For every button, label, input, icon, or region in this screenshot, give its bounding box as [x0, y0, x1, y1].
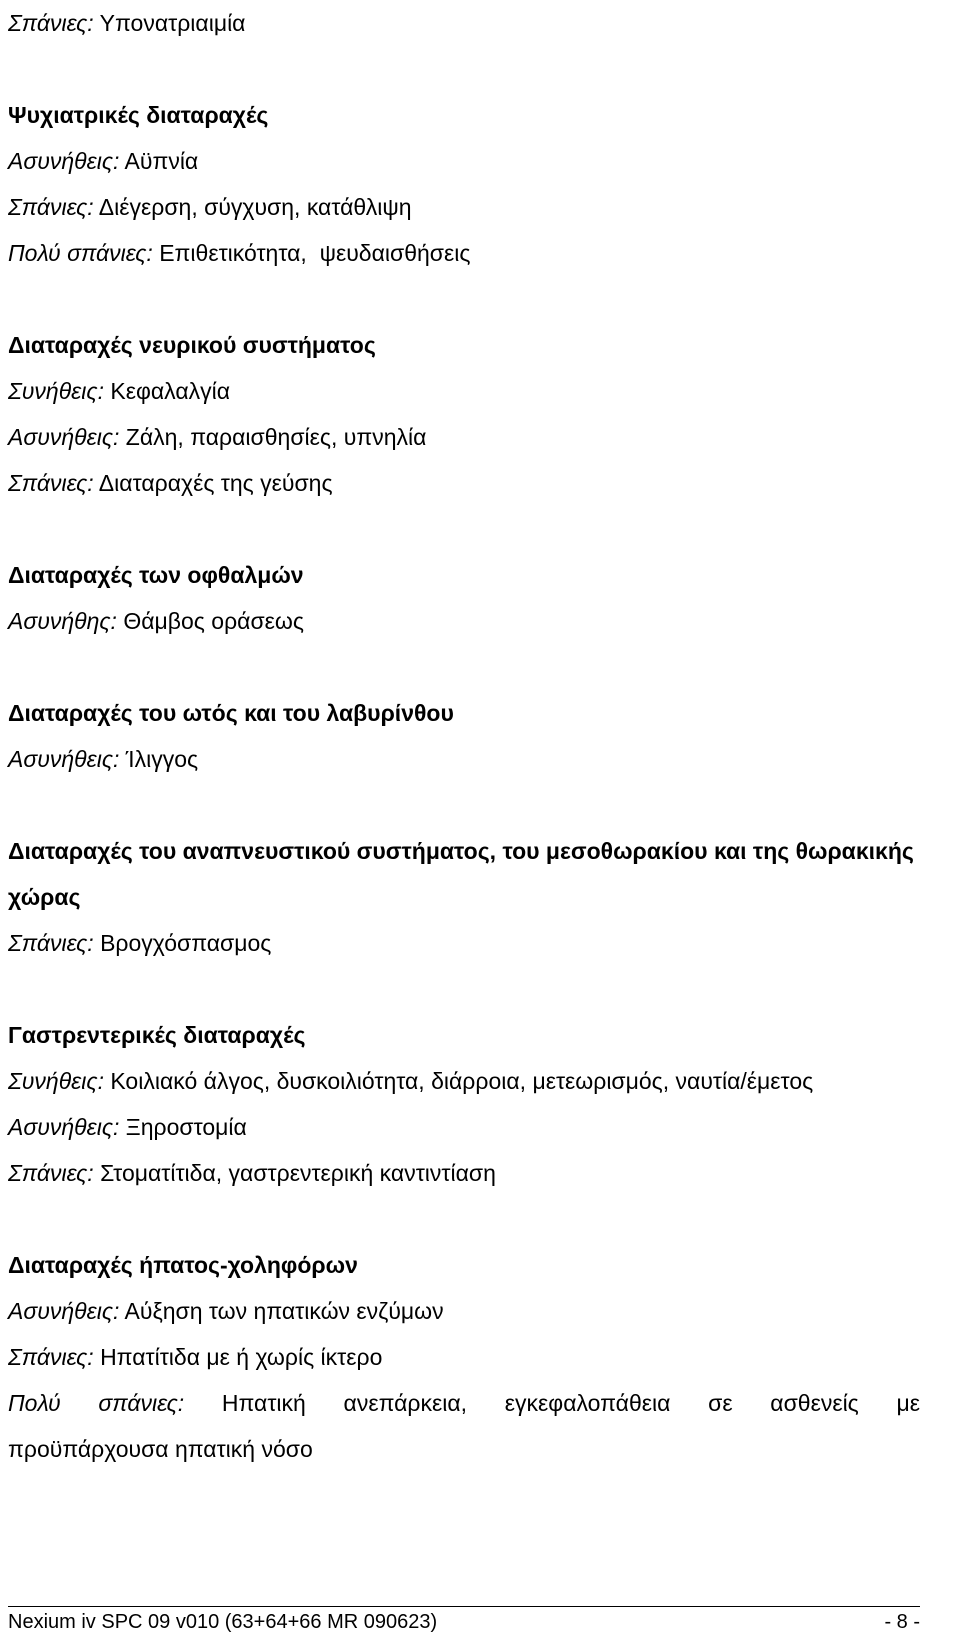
frequency-label: Σπάνιες: — [8, 1160, 94, 1186]
section-heading: Διαταραχές του ωτός και του λαβυρίνθου — [8, 700, 454, 726]
frequency-label: Σπάνιες: — [8, 930, 94, 956]
entry-text: Διαταραχές της γεύσης — [98, 470, 333, 496]
entry-line — [8, 598, 920, 644]
entry-text: Ξηροστομία — [125, 1114, 247, 1140]
entry-text: Διέγερση, σύγχυση, κατάθλιψη — [98, 194, 412, 220]
entry-line — [8, 0, 920, 46]
frequency-label: Συνήθεις: — [8, 1068, 104, 1094]
page-number: - 8 - — [884, 1611, 920, 1633]
section-heading: Διαταραχές ήπατος-χοληφόρων — [8, 1252, 358, 1278]
entry-text: Υπονατριαιμία — [99, 10, 246, 36]
frequency-label: Ασυνήθεις: — [8, 148, 120, 174]
entry-text: Επιθετικότητα, ψευδαισθήσεις — [159, 240, 471, 266]
entry-text: Αύξηση των ηπατικών ενζύμων — [124, 1298, 444, 1324]
entry-text: Θάμβος οράσεως — [123, 608, 304, 634]
frequency-label: Ασυνήθεις: — [8, 424, 120, 450]
entry-line — [8, 368, 920, 414]
entry-line — [8, 736, 920, 782]
entry-line — [8, 460, 920, 506]
entry-text: Ζάλη, παραισθησίες, υπνηλία — [125, 424, 427, 450]
entry-line — [8, 1058, 920, 1104]
entry-line-justified — [8, 1380, 920, 1426]
entry-text: Αϋπνία — [124, 148, 199, 174]
entry-text: Βρογχόσπασμος — [100, 930, 272, 956]
entry-text: Στοματίτιδα, γαστρεντερική καντιντίαση — [100, 1160, 496, 1186]
document-body — [8, 0, 920, 1472]
frequency-label: Ασυνήθεις: — [8, 1114, 120, 1140]
frequency-label: Σπάνιες: — [8, 194, 94, 220]
entry-line — [8, 1334, 920, 1380]
page-footer — [8, 1606, 920, 1637]
frequency-label: Ασυνήθεις: — [8, 1298, 120, 1324]
document-id: Nexium iv SPC 09 v010 (63+64+66 MR 090623) — [8, 1611, 438, 1633]
section-heading: Γαστρεντερικές διαταραχές — [8, 1022, 306, 1048]
entry-text: Ίλιγγος — [125, 746, 199, 772]
entry-text: Κοιλιακό άλγος, δυσκοιλιότητα, διάρροια, μετεωρισμός, ναυτία/έμετος — [110, 1068, 814, 1094]
entry-line — [8, 920, 920, 966]
entry-text: Κεφαλαλγία — [110, 378, 231, 404]
entry-line — [8, 1150, 920, 1196]
entry-text: Ηπατική ανεπάρκεια, εγκεφαλοπάθεια σε ασθενείς με — [221, 1390, 920, 1416]
entry-line — [8, 138, 920, 184]
entry-text: Ηπατίτιδα με ή χωρίς ίκτερο — [100, 1344, 383, 1370]
frequency-label: Σπάνιες: — [8, 470, 94, 496]
frequency-label: Πολύ σπάνιες: — [8, 240, 153, 266]
frequency-label: Ασυνήθεις: — [8, 746, 120, 772]
entry-line — [8, 414, 920, 460]
frequency-label: Συνήθεις: — [8, 378, 104, 404]
frequency-label: Ασυνήθης: — [8, 608, 117, 634]
section-heading: Διαταραχές των οφθαλμών — [8, 562, 304, 588]
entry-line — [8, 1104, 920, 1150]
entry-line — [8, 230, 920, 276]
entry-line-continuation: προϋπάρχουσα ηπατική νόσο — [8, 1436, 313, 1462]
frequency-label: Πολύ σπάνιες: — [8, 1390, 185, 1416]
frequency-label: Σπάνιες: — [8, 10, 94, 36]
frequency-label: Σπάνιες: — [8, 1344, 94, 1370]
section-heading: Διαταραχές του αναπνευστικού συστήματος, του μεσοθωρακίου και της θωρακικής χώρας — [8, 838, 914, 910]
entry-line — [8, 184, 920, 230]
section-heading: Διαταραχές νευρικού συστήματος — [8, 332, 376, 358]
section-heading: Ψυχιατρικές διαταραχές — [8, 102, 269, 128]
entry-line — [8, 1288, 920, 1334]
